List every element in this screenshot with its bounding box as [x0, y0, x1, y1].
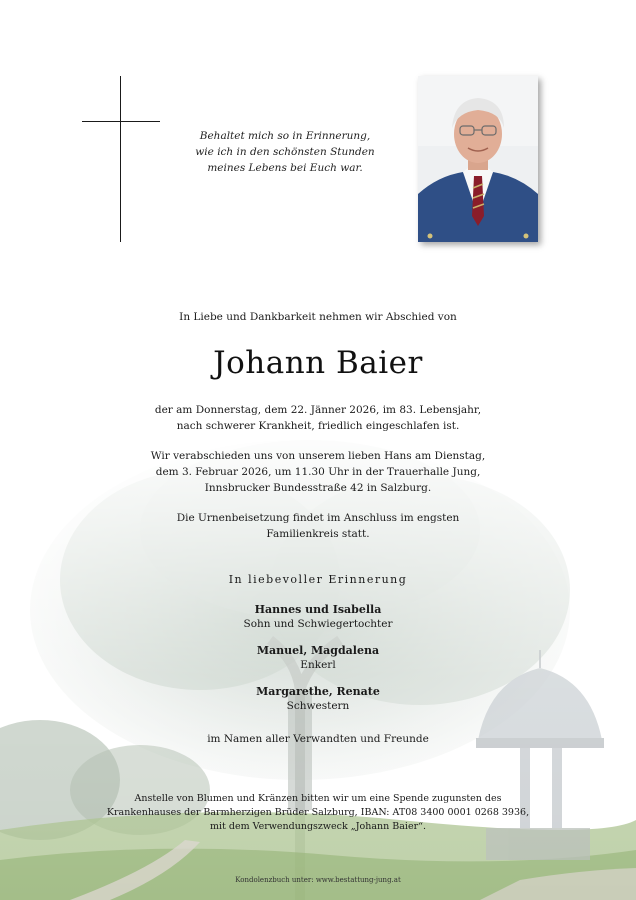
quote-line: Behaltet mich so in Erinnerung, [199, 130, 371, 142]
memory-heading: In liebevoller Erinnerung [228, 573, 408, 586]
donation-notice [0, 792, 636, 834]
farewell-line: Innsbrucker Bundesstraße 42 in Salzburg. [204, 482, 432, 494]
death-notice [0, 402, 636, 434]
cross-symbol [82, 76, 160, 242]
portrait-photo [418, 76, 538, 242]
family-relation: Sohn und Schwiegertochter [243, 618, 393, 630]
donation-line: Anstelle von Blumen und Kränzen bitten wir um eine Spende zugunsten des [134, 793, 502, 804]
urn-line: Familienkreis statt. [266, 528, 370, 540]
family-names: Manuel, Magdalena [256, 644, 380, 657]
urn-notice [0, 510, 636, 542]
death-notice-line: nach schwerer Krankheit, friedlich eingeschlafen ist. [176, 420, 460, 432]
family-names: Hannes und Isabella [254, 603, 382, 616]
intro-text: In Liebe und Dankbarkeit nehmen wir Abschied von [179, 311, 457, 323]
quote-line: meines Lebens bei Euch war. [207, 162, 363, 174]
donation-line: mit dem Verwendungszweck „Johann Baier“. [210, 821, 426, 832]
condolence-footer: Kondolenzbuch unter: www.bestattung-jung.at [235, 876, 401, 884]
family-group [0, 684, 636, 714]
farewell-notice [0, 448, 636, 496]
memorial-quote [180, 128, 390, 176]
family-relation: Schwestern [286, 700, 350, 712]
death-notice-line: der am Donnerstag, dem 22. Jänner 2026, im 83. Lebensjahr, [154, 404, 482, 416]
urn-line: Die Urnenbeisetzung findet im Anschluss im engsten [176, 512, 460, 524]
donation-line: Krankenhauses der Barmherzigen Brüder Salzburg, IBAN: AT08 3400 0001 0268 3936, [106, 807, 530, 818]
deceased-name: Johann Baier [213, 345, 423, 381]
farewell-line: dem 3. Februar 2026, um 11.30 Uhr in der Trauerhalle Jung, [155, 466, 481, 478]
quote-line: wie ich in den schönsten Stunden [195, 146, 375, 158]
family-relation: Enkerl [300, 659, 336, 671]
family-names: Margarethe, Renate [256, 685, 380, 698]
farewell-line: Wir verabschieden uns von unserem lieben Hans am Dienstag, [150, 450, 486, 462]
others-text: im Namen aller Verwandten und Freunde [207, 733, 429, 745]
family-group [0, 602, 636, 632]
family-group [0, 643, 636, 673]
